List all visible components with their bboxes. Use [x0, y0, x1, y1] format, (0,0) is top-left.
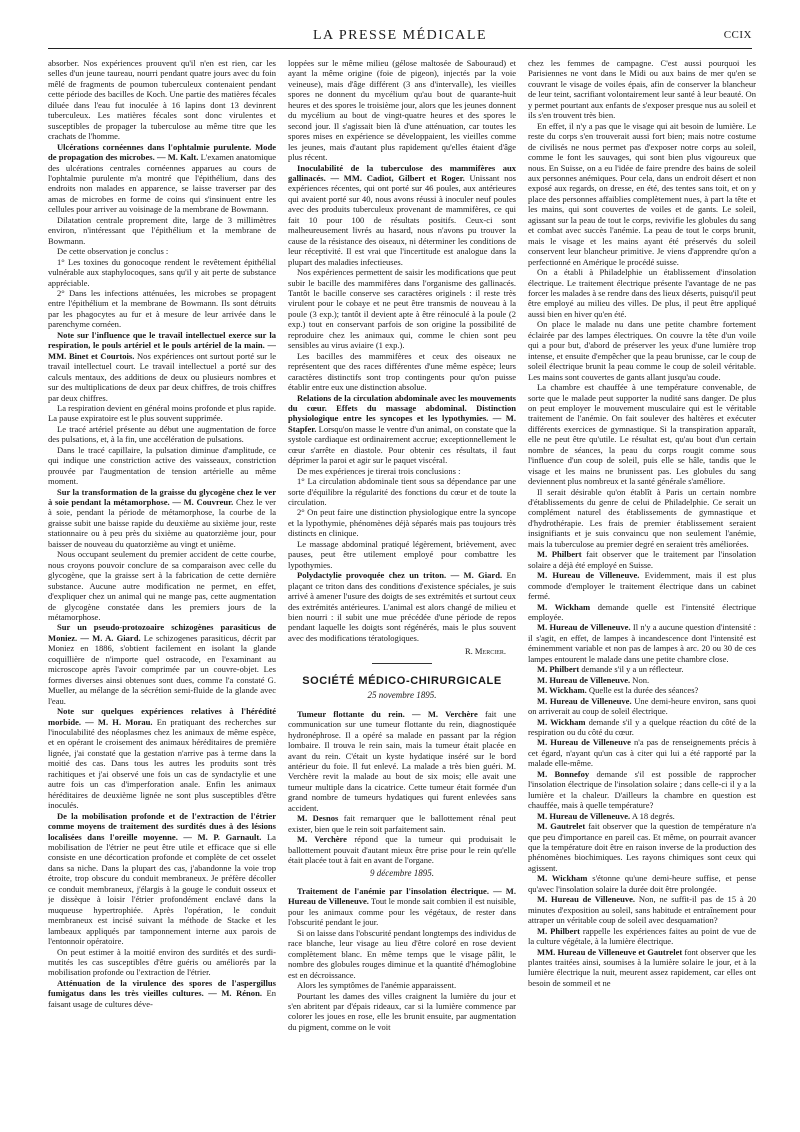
article-title: Inoculabilité de la tuberculose des mammifères aux gallinacés. [288, 162, 516, 183]
remark: Une demi-heure environ, sans quoi on arriverait au coup de soleil électrique. [528, 695, 756, 717]
discussion-entry [528, 821, 756, 873]
discussion-entry [528, 811, 756, 821]
speaker: M. Hureau de Villeneuve. [537, 894, 636, 905]
article-title: De la mobilisation profonde et de l'extraction de l'étrier comme moyens de traitement des surdités dues à des lésions localisées dans l'oreille moyenne. [48, 810, 276, 842]
article-title: Polydactylie provoquée chez un triton. [297, 570, 447, 581]
article-text: L'examen anatomique des ulcérations centrales cornéennes apparues au cours de l'ophtalmie purulente m'a montré que l'épithélium, dans des endroits non malades en apparence, se laisse traverser par des amas de microbes en forme de coins qui s'insinuent entre les cellules pour arriver au voisinage de la membrane de Bowmann. [48, 152, 276, 215]
remark: Non. [630, 674, 650, 685]
section-title: SOCIÉTÉ MÉDICO-CHIRURGICALE [302, 674, 502, 687]
speaker: M. Bonnefoy [537, 768, 590, 779]
paragraph: Dilatation centrale proprement dite, large de 3 millimètres environ, n'intéressant que l'épithélium et la membrane de Bowmann. [48, 214, 276, 246]
speaker: M. Hureau de Villeneuve. [537, 622, 631, 633]
paragraph: Alors les symptômes de l'anémie apparaissent. [297, 980, 457, 991]
article-text: La mobilisation de l'étrier ne peut être utile et efficace que si elle consiste en une décortication profonde et complète de cet osselet dans sa niche. Dans la plupart des cas, j'abandonne la voie trop étroite, trop obscure du conduit membraneux. Je préfère décoller ce conduit membraneux, j'élargis à la gouge le conduit osseux et je dissèque à loisir l'étrier profondément enclavé dans la muqueuse hypertrophiée. Après l'opération, le conduit membraneux est incisé suivant la méthode de Stacke et les lambeaux appliqués par tamponnement interne aux parois de l'entonnoir opératoire. [48, 831, 276, 947]
article-kalt [48, 142, 276, 215]
article-binet-courtois [48, 330, 276, 403]
article-text: Tout le monde sait combien il est nuisible, pour les animaux comme pour les végétaux, de rester dans l'obscurité pendant le jour. [288, 896, 516, 928]
article-author: — M. Kalt. [154, 152, 199, 163]
article-couvreur [48, 487, 276, 550]
article-title: Tumeur flottante du rein. [297, 708, 405, 719]
speaker: M. Hureau de Villeneuve. [537, 674, 631, 685]
article-text: En pratiquant des recherches sur l'inoculabilité des néoplasmes chez les animaux de même espèce, et en opérant le croisement des animaux héréditaires de première lignée, j'ai constaté que la gestation n'arrive pas à terme dans la moitié des cas. Dans tous les autres les produits sont très rachitiques et j'ai observé une fois un cas de syndactylie et une autre fois un cas d'imperforation anale. Enfin les animaux héréditaires de deuxième lignée ne sont plus susceptibles d'être inoculés. [48, 716, 276, 811]
paragraph: On a établi à Philadelphie un établissement d'insolation électrique. Le traitement électrique présente l'avantage de ne pas forcer les malades à se rendre dans des lieux déserts, puisqu'il peut être employé au milieu des villes. De plus, il peut être appliqué aussi bien en hiver qu'en été. [528, 267, 756, 319]
discussion-verchere [288, 834, 516, 865]
article-text: fait une communication sur une tumeur flottante du rein, diagnostiquée hydronéphrose. Il a opéré sa malade en passant par la région lombaire. Il trouva le rein sain, mais la tumeur était placée en avant du rein. C'était un kyste hydatique inséré sur le bord antérieur du foie. Il fut enlevé. La malade a très bien guéri. M. Verchère revit la malade au bout de six mois; elle avait une tumeur multiple dans la cicatrice. Cette tumeur était formée d'un grand nombre de tumeurs hydatiques qui furent enlevées sans accident. [288, 708, 516, 813]
article-text: Chez le ver à soie, pendant la période de métamorphose, la courbe de la graisse subit une baisse rapide du deuxième au sixième jour, reste stationnaire ou à peu près du sixième au quatorzième jour, pour baisser de nouveau du quatorzième au vingt et unième. [48, 497, 276, 549]
article-text: Unissant nos expériences récentes, qui ont porté sur 46 poules, aux antérieures qui avaient porté sur 40, nous avons réussi à inoculer neuf poules avec des produits tuberculeux provenant de mammifères, ce qui fait 10 pour 100 de résultats positifs. Ceux-ci sont malheureusement livrés au hasard, nous n'avons pu trouver la cause de la résistance des oiseaux, ni déterminer les conditions de leur réceptivité. Il est vrai que l'incertitude est analogue dans la plupart des maladies infectieuses. [288, 172, 516, 267]
remark: Quelle est la durée des séances? [586, 685, 699, 696]
remark: Evidemment, mais il est plus commode d'employer le traitement électrique dans un cabinet fermé. [528, 570, 756, 602]
remark: n'a pas de renseignements précis à cet égard, n'ayant qu'un cas à citer qui lui a été rapporté par la malade elle-même. [528, 737, 756, 769]
article-text: Nos expériences ont surtout porté sur le travail intellectuel court. Le travail intellectuel a porté sur des calculs mentaux, des additions de deux ou plusieurs nombres et sur des multiplications de deux par deux chiffres, de trois chiffres par deux chiffres. [48, 350, 276, 403]
text-columns [48, 58, 756, 1122]
section-date: 25 novembre 1895. [367, 690, 437, 701]
speaker: M. Hureau de Villeneuve. [537, 810, 631, 821]
remark: Il n'y a aucune question d'intensité : il s'agit, en effet, de lampes à incandescence dont l'intensité est éminemment variable et non pas de lampes à arc. 20 ou 30 de ces lampes entourent le malade dans une petite chambre close. [528, 622, 756, 664]
remark: A 18 degrés. [630, 810, 675, 821]
article-author: — M. Verchère [404, 708, 478, 719]
paragraph: 1° Les toxines du gonocoque rendent le revêtement épithélial vulnérable aux staphylocoques, sans qu'il y ait perte de substance appréciable. [48, 256, 276, 288]
column-1 [48, 58, 276, 1122]
paragraph: Le massage abdominal pratiqué légèrement, brièvement, avec pauses, peut être utilement employé pour combattre les lypothymies. [288, 538, 516, 570]
signature: R. Mercier. [464, 646, 506, 657]
discussion-entry [528, 602, 756, 623]
article-author: — M. P. Garnault. [177, 831, 262, 842]
article-author: — M. H. Morau. [81, 716, 153, 727]
speaker: M. Philbert [537, 925, 581, 936]
paragraph: Nous occupant seulement du premier accident de cette courbe, nous croyons pouvoir conclure de sa comparaison avec celle du glycogène, que la graisse sert à la fabrication de cette dernière substance. Aucune autre modification ne permet, en effet, d'expliquer chez un animal qui ne mange pas, cette augmentation de glycogène constatée dans les premiers jours de la métamorphose. [48, 549, 276, 623]
discussion-entry [528, 675, 756, 685]
remark: fait observer que la question de température n'a que peu d'importance en pareil cas. Et même, on pourrait avancer que la température doit être en raison inverse de la production des phénomènes biochimiques. Les rayons chimiques sont ceux qui agissent. [528, 821, 756, 873]
section-rule [372, 663, 432, 664]
paragraph: absorber. Nos expériences prouvent qu'il n'en est rien, car les selles d'un jeune taureau, nourri pendant quatre jours avec du foin mêlé de fragments de poumon tuberculeux contenaient pendant cette période des bacilles de Koch. Une partie des matières fécales diluée dans l'eau fut inoculée à 16 lapins dont 13 devinrent tuberculeux. Les matières fécales sont donc virulentes et susceptibles de propager la tuberculose au même titre que les crachats de l'homme. [48, 58, 276, 142]
article-text: En plaçant ce triton dans des conditions d'existence spéciales, je suis arrivé à amener l'usure des doigts de ses extrémités et surtout ceux des extrémités antérieures. L'animal est alors changé de milieu et bien nourri : il subit une mue précédée d'une période de repos pendant laquelle les doigts sont régénérés, mais le plus souvent avec des modifications tératologiques. [288, 570, 516, 643]
speaker: M. Wickham [537, 601, 591, 612]
remark: demande s'il y a quelque réaction du côté de la respiration ou du côté du cœur. [528, 716, 756, 737]
discussion-entry [528, 947, 756, 989]
article-morau [48, 706, 276, 811]
paragraph: En effet, il n'y a pas que le visage qui ait besoin de lumière. Le reste du corps s'en trouverait aussi fort bien; mais notre costume de civilisés ne nous permet pas d'exposer notre corps au soleil, comme le font les sauvages, qui sont bien plus vigoureux que nous. En Suisse, on a eu l'idée de faire prendre des bains de soleil aux personnes anémiques. Pour cela, dans un endroit désert et non exposé aux regards, on dresse, en été, des tentes sans toit, et on y place des personnes affaiblies complètement nues, à part la tête et les mains, qui sont couvertes de voiles et de gants. Le soleil, agissant sur la peau de tout le corps, revivifie les globules du sang et combat avec succès l'anémie. La peau de tout le corps brunit, mais le visage et les mains ayant été préservés du soleil conservent leur blancheur primitive. Je viens d'apprendre qu'on a perfectionné en Amérique le procédé suisse. [528, 120, 756, 267]
speaker: M. Wickham. [537, 685, 587, 696]
article-text: En faisant usage de cultures déve- [48, 988, 276, 1009]
article-author: — M. A. Giard. [77, 632, 141, 643]
paragraph: 2° On peut faire une distinction physiologique entre la syncope et la lypothymie, phénomènes déjà séparés mais pas toujours très distincts en clinique. [288, 507, 516, 539]
article-giard [48, 622, 276, 706]
discussion-entry [528, 717, 756, 738]
speaker: M. Wickham [537, 716, 586, 727]
speaker: M. Hureau de Villeneuve. [537, 695, 632, 706]
article-stapfer [288, 393, 516, 466]
paragraph: De cette observation je conclus : [57, 246, 169, 257]
discussion-entry [528, 769, 756, 811]
column-2 [288, 58, 516, 1122]
remark: fait observer que le traitement par l'insolation solaire a déjà été employé en Suisse. [528, 549, 756, 570]
discussion-entry [528, 685, 756, 695]
article-hureau [288, 886, 516, 928]
header-rule [48, 48, 752, 49]
remark: Non, ne suffit-il pas de 15 à 20 minutes d'exposition au soleil, sans habitude et entraînement pour attraper un véritable coup de soleil avec desquamation? [528, 894, 756, 926]
article-title: Traitement de l'anémie par l'insolation électrique. [297, 885, 489, 896]
paragraph: Pourtant les dames des villes craignent la lumière du jour et s'en abritent par d'épais rideaux, car si la lumière commence par colorer les joues en rose, elle les brunit ensuite, par augmentation du pigment, comme on le voit [288, 990, 516, 1032]
speaker: M. Wickham [537, 873, 588, 884]
remark: s'étonne qu'une demi-heure suffise, et pense qu'avec l'insolation solaire la durée doit être prolongée. [528, 873, 756, 894]
discussion-entry [528, 873, 756, 894]
article-renon [48, 978, 276, 1009]
paragraph: Les bacilles des mammifères et ceux des oiseaux ne représentent que des races différentes d'une même espèce; leurs caractères distinctifs sont trop contingents pour qu'on puisse établir entre eux une distinction absolue. [288, 350, 516, 393]
speaker: M. Philbert [537, 549, 582, 560]
discussion-entry [528, 570, 756, 601]
remark: répond que la tumeur qui produisait le ballottement pouvait d'autant mieux être prise pour le rein qu'elle était placée tout à fait en avant de l'organe. [288, 834, 516, 866]
paragraph: loppées sur le même milieu (gélose maltosée de Sabouraud) et ayant la même origine (foie de pigeon), injectés par la voie veineuse), mais d'âge différent (3 ans d'intervalle), les vieilles spores ne donnent du mycélium qu'au bout de quarante-huit heures et des spores le troisième jour, alors que les jeunes donnent du mycélium au bout de vingt-quatre heures et des spores le second jour. Il s'agissait bien là d'une atténuation, car toutes les spores mises en expérience se développaient, les vieilles comme les jeunes, mais d'autant plus rapidement qu'elles étaient d'âge plus récent. [288, 58, 516, 163]
paragraph: On place le malade nu dans une petite chambre fortement éclairée par des lampes électriques. On couvre la tête d'un voile qui a pour but, d'abord de préserver les yeux d'une lumière trop intense, et ensuite d'empêcher que la peau brunisse, car le coup de soleil électrique brunit la peau comme le coup de soleil véritable. Les mains sont couvertes de gants allant jusqu'au coude. [528, 319, 756, 382]
discussion-entry [528, 622, 756, 664]
article-author: — M. Stapfer. [288, 413, 516, 434]
article-garnault [48, 811, 276, 947]
article-author: — MM. Binet et Courtois. [48, 340, 276, 361]
article-author: — M. Couvreur. [169, 497, 234, 508]
paragraph: chez les femmes de campagne. C'est aussi pourquoi les Parisiennes ne vont dans le Midi ou aux bains de mer qu'en se couvrant le visage de voiles épais, afin de conserver la blancheur de leur teint, sacrifiant volontairement leur santé à leur beauté. On y permet pourtant aux enfants de s'exposer presque nus au soleil et ils s'en trouvent très bien. [528, 58, 756, 121]
article-giard-triton [288, 570, 516, 643]
paragraph: Le tracé artériel présente au début une augmentation de force des pulsations, et, à la fin, une accélération de pulsations. [48, 423, 276, 445]
speaker: M. Verchère [297, 834, 347, 845]
speaker: MM. Hureau de Villeneuve et Gautrelet [537, 946, 683, 957]
article-author: — M. Giard. [446, 570, 503, 581]
speaker: M. Philbert [537, 664, 580, 675]
article-verchere [288, 709, 516, 814]
remark: demande quelle est l'intensité électrique employée. [528, 601, 756, 623]
discussion-entry [528, 549, 756, 570]
remark: rappelle les expériences faites au point de vue de la culture végétale, à la lumière électrique. [528, 925, 756, 947]
running-title: LA PRESSE MÉDICALE [312, 28, 487, 43]
article-title: Atténuation de la virulence des spores de l'aspergillus fumigatus dans les très vieilles cultures. [48, 977, 276, 999]
article-title: Sur un pseudo-protozoaire schizogènes parasiticus de Moniez. [48, 622, 276, 643]
session-date: 9 décembre 1895. [370, 867, 434, 878]
discussion-entry [528, 696, 756, 717]
article-author: — M. Hureau de Villeneuve. [288, 885, 516, 907]
article-title: Note sur quelques expériences relatives à l'hérédité morbide. [48, 706, 276, 727]
paragraph: On peut estimer à la moitié environ des surdités et des surdi-mutités les cas susceptibles d'être guéris ou améliorés par la mobilisation profonde ou l'extraction de l'étrier. [48, 946, 276, 978]
paragraph: 1° La circulation abdominale tient sous sa dépendance par une sorte d'équilibre la régularité des fonctions du cœur et de toute la circulation. [288, 476, 516, 508]
discussion-entry [528, 737, 756, 768]
remark: fait remarquer que le ballottement rénal peut exister, bien que le rein soit parfaitement sain. [288, 813, 516, 834]
discussion-entry [528, 894, 756, 925]
remark: demande s'il est possible de rapprocher l'insolation électrique de l'insolation solaire ; dans celle-ci il y a la lumière et la chaleur. D'ailleurs la chambre en question est chauffée, mais à quelle température? [528, 768, 756, 811]
paragraph: Il serait désirable qu'on établît à Paris un certain nombre d'établissements du genre de celui de Philadelphie. Ce serait un complément naturel des établissements de gymnastique et d'hydrothérapie. Les frais de premier établissement seraient insignifiants et je suis convaincu que non seulement l'anémie, mais la tuberculose au premier degré en seraient très améliorées. [528, 486, 756, 549]
speaker: M. Hureau de Villeneuve. [537, 570, 640, 581]
paragraph: Dans le tracé capillaire, la pulsation diminue d'amplitude, ce qui indique une constriction active des vaisseaux, constriction prouvée par l'augmentation de tension artérielle au même moment. [48, 444, 276, 487]
article-title: Ulcérations cornéennes dans l'ophtalmie purulente. Mode de propagation des microbes. [48, 141, 276, 163]
paragraph: La chambre est chauffée à une température convenable, de sorte que le malade peut supporter la nudité sans danger. De plus on peut employer le mouvement musculaire qui est le véritable traitement de l'anémie. On fait soulever des haltères et exécuter différents exercices de gymnastique. Si la transpiration apparaît, elle ne peut être qu'utile. Le résultat est, qu'au bout d'un certain nombre de séances, la peau du corps rougit comme sous l'influence d'un coup de soleil, puis elle se hâle, tandis que le visage et les mains ne brunissent pas. Les globules du sang deviennent plus nombreux et la santé générale s'améliore. [528, 382, 756, 487]
remark: font observer que les plantes traitées ainsi, soumises à la lumière solaire le jour, et à la lumière électrique la nuit, meurent assez rapidement, car elles ont besoin de sommeil et ne [528, 946, 756, 988]
paragraph: Si on laisse dans l'obscurité pendant longtemps des individus de race blanche, leur visage au lieu d'être coloré en rose devient complètement blanc. En même temps que le visage pâlit, le nombre des globules rouges diminue et la quantité d'hémoglobine est en décroissance. [288, 927, 516, 980]
discussion-entry [528, 664, 756, 674]
article-author: — MM. Cadiot, Gilbert et Roger. [325, 172, 465, 183]
speaker: M. Desnos [297, 813, 339, 824]
page-header [48, 24, 752, 46]
remark: demande s'il y a un réflecteur. [579, 664, 684, 675]
discussion-entry [528, 926, 756, 947]
article-title: Sur la transformation de la graisse du glycogène chez le ver à soie pendant la métamorphose. [48, 486, 276, 508]
discussion-desnos [288, 813, 516, 834]
speaker: M. Gautrelet [537, 821, 586, 832]
article-text: Le schizogenes parasiticus, décrit par Moniez en 1886, s'obtient facilement en isolant la glande coquillière de n'importe quel ostracode, en l'examinant au microscope après l'avoir comprimée par un couvre-objet. Les formes diverses ainsi obtenues sont dues, comme l'a constaté G. Mueller, au mélange de la sécrétion semi-fluide de la glande avec l'eau. [48, 632, 276, 706]
article-cadiot [288, 163, 516, 268]
column-3 [528, 58, 756, 1122]
article-text: Lorsqu'on masse le ventre d'un animal, on constate que la systole cardiaque est ordinairement accrue; exceptionnellement le cœur s'arrête en diastole. Pour obtenir ces résultats, il faut déprimer la paroi et agir sur le paquet viscéral. [288, 423, 516, 466]
article-title: Relations de la circulation abdominale avec les mouvements du cœur. Effets du massage abdominal. Distinction physiologique entre les syncopes et les lypothymies. [288, 392, 516, 424]
article-author: — M. Rénon. [203, 988, 262, 999]
page-number: CCIX [723, 29, 752, 41]
speaker: M. Hureau de Villeneuve [537, 737, 631, 748]
article-title: Note sur l'influence que le travail intellectuel exerce sur la respiration, le pouls artériel et le pouls artériel de la main. [48, 329, 276, 351]
paragraph: De mes expériences je tirerai trois conclusions : [297, 465, 461, 476]
paragraph: 2° Dans les infections atténuées, les microbes se propagent entre l'épithélium et la membrane de Bowmann. Ils sont détruits par les phagocytes au fur et à mesure de leur arrivée dans le parenchyme cornéen. [48, 287, 276, 330]
paragraph: Nos expériences permettent de saisir les modifications que peut subir le bacille des mammifères dans l'organisme des gallinacés. Tantôt le bacille conserve ses caractères originels : il reste très virulent pour le cobaye et ne peut être transmis de nouveau à la poule (3 exp.); tantôt il devient apte à être réinoculé à la poule (2 exp.) tout en conservant parfois de son origine la possibilité de reproduire chez les animaux qui, comme le chien sont peu sensibles au virus aviaire (1 exp.). [288, 267, 516, 351]
paragraph: La respiration devient en général moins profonde et plus rapide. La pause expiratoire est le plus souvent supprimée. [48, 402, 276, 424]
